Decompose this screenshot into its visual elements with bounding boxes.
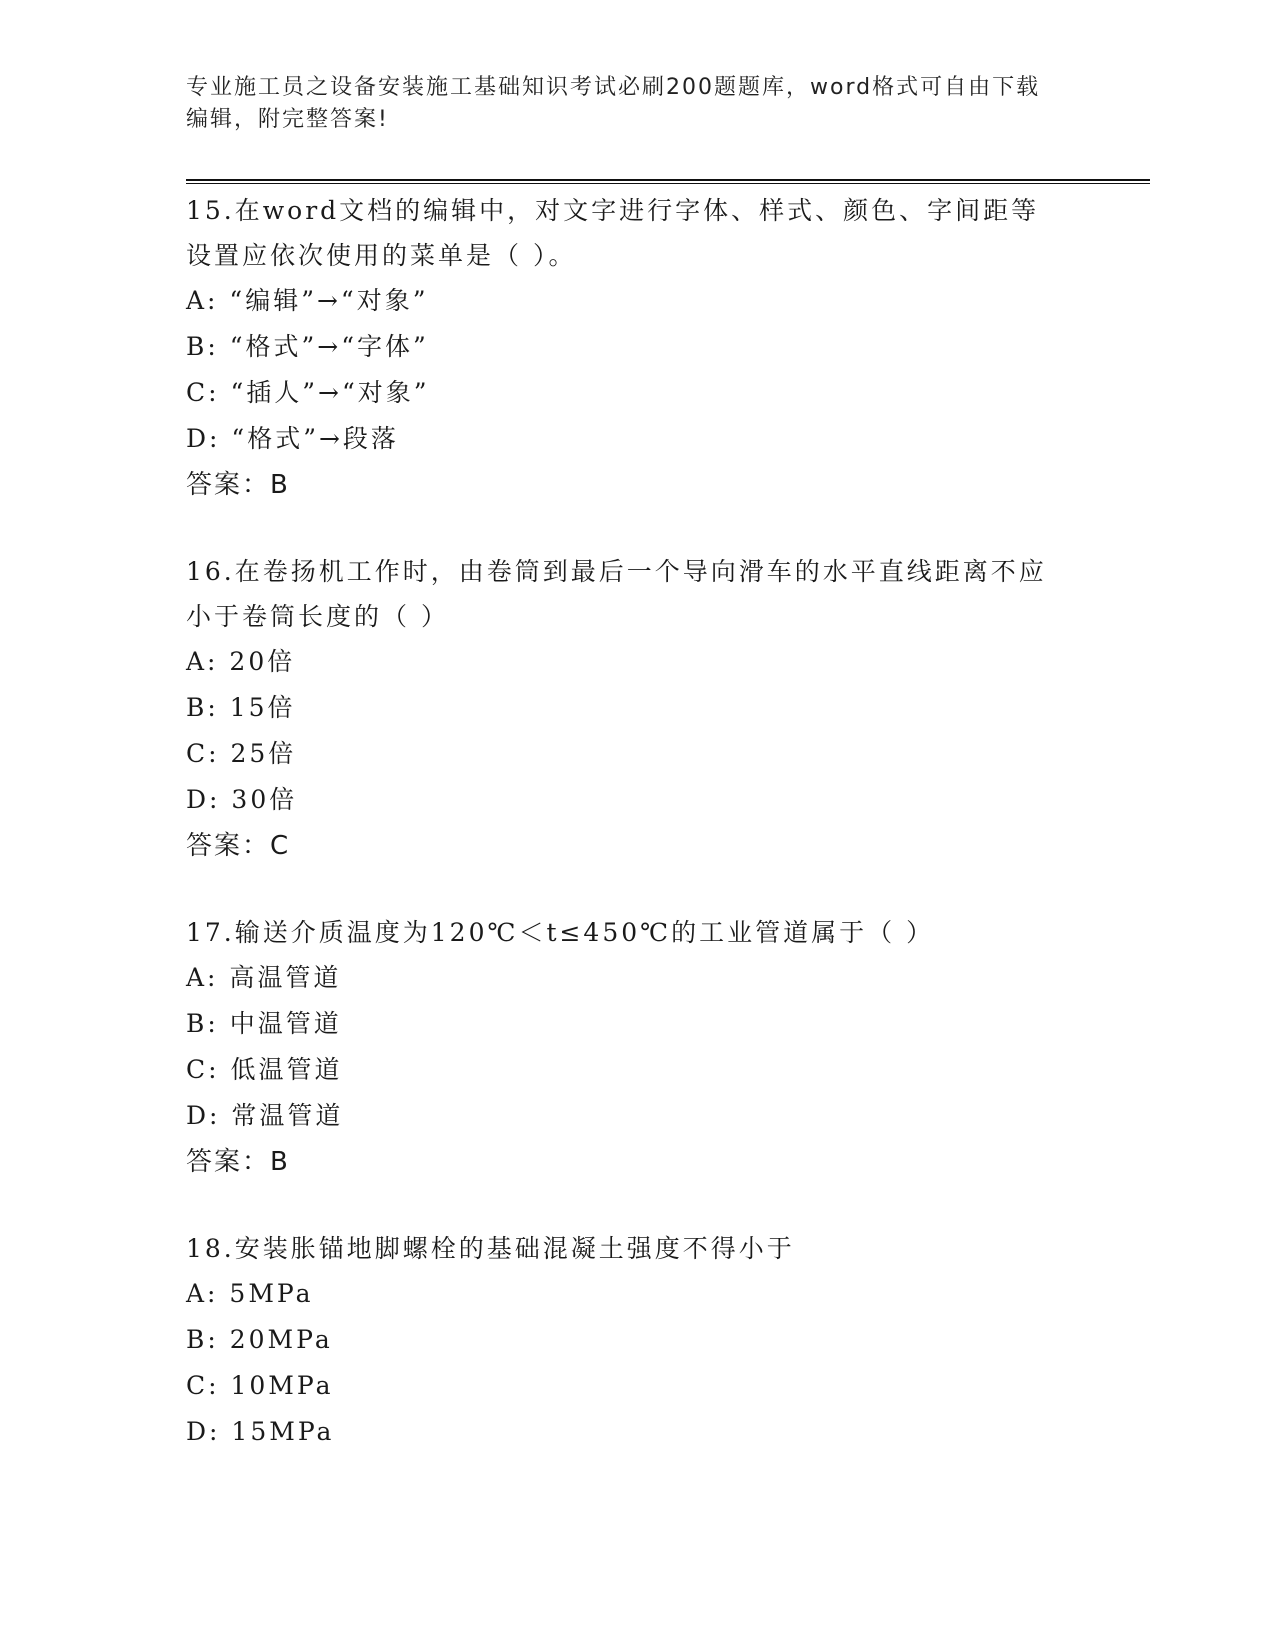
answer: 答案：B — [186, 1147, 290, 1177]
option-c: C: 25倍 — [186, 739, 297, 768]
option-b: B: 20MPa — [186, 1325, 333, 1354]
option-a: A: “编辑”→“对象” — [186, 286, 429, 315]
option-b: B: 15倍 — [186, 693, 296, 722]
question-16 — [186, 549, 1086, 869]
question-text-line: 小于卷筒长度的（ ） — [186, 602, 449, 631]
question-17 — [186, 910, 1086, 1185]
header-line-1: 专业施工员之设备安装施工基础知识考试必刷200题题库，word格式可自由下载 — [186, 75, 1041, 100]
header-line-2: 编辑，附完整答案! — [186, 107, 389, 132]
option-c: C: 10MPa — [186, 1371, 334, 1400]
option-d: D: 15MPa — [186, 1417, 335, 1446]
option-d: D: 常温管道 — [186, 1101, 344, 1130]
option-a: A: 20倍 — [186, 647, 296, 676]
option-b: B: “格式”→“字体” — [186, 332, 429, 361]
document-header — [186, 72, 1066, 136]
option-b: B: 中温管道 — [186, 1009, 342, 1038]
question-text-line: 设置应依次使用的菜单是（ ）。 — [186, 241, 577, 270]
question-18 — [186, 1226, 1086, 1455]
option-a: A: 高温管道 — [186, 963, 342, 992]
option-d: D: 30倍 — [186, 785, 298, 814]
question-text-line: 17.输送介质温度为120℃＜t≤450℃的工业管道属于（ ） — [186, 918, 935, 947]
question-text-line: 16.在卷扬机工作时，由卷筒到最后一个导向滑车的水平直线距离不应 — [186, 557, 1047, 586]
answer: 答案：B — [186, 470, 290, 500]
option-d: D: “格式”→段落 — [186, 424, 399, 453]
question-text-line: 18.安装胀锚地脚螺栓的基础混凝土强度不得小于 — [186, 1234, 795, 1263]
option-a: A: 5MPa — [186, 1279, 314, 1308]
option-c: C: “插人”→“对象” — [186, 378, 430, 407]
question-15 — [186, 188, 1086, 508]
question-text-line: 15.在word文档的编辑中，对文字进行字体、样式、颜色、字间距等 — [186, 196, 1040, 225]
answer: 答案：C — [186, 831, 291, 861]
option-c: C: 低温管道 — [186, 1055, 343, 1084]
header-divider — [186, 179, 1150, 184]
